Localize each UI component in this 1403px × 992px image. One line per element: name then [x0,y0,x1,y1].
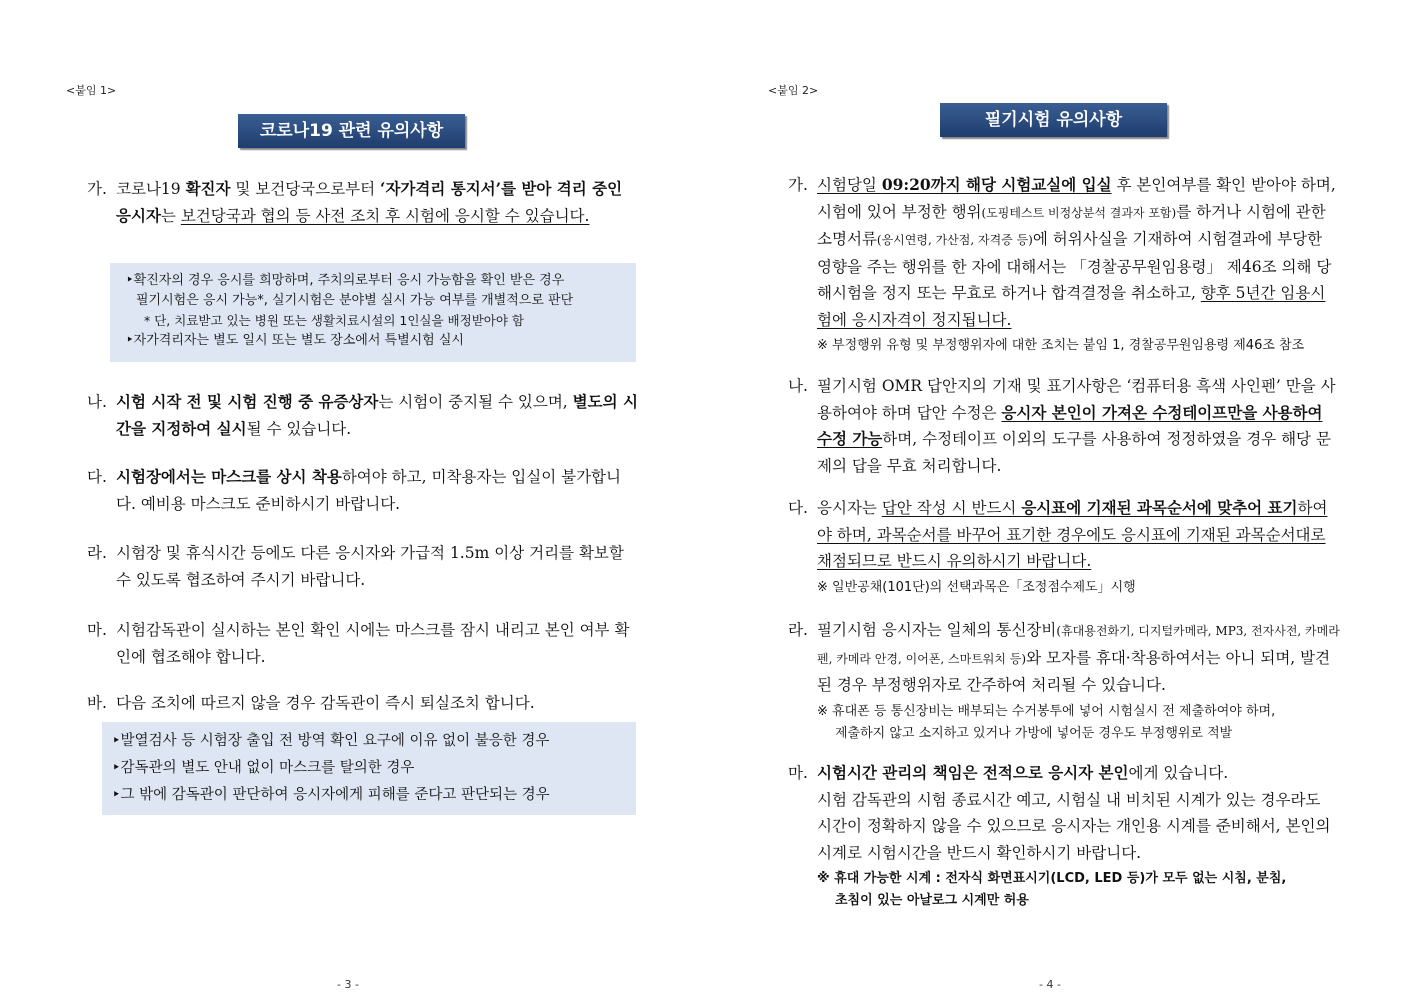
item-ra [87,540,639,593]
item-marker: 나. [87,393,107,411]
note-line: ‣자가격리자는 별도 일시 또는 별도 장소에서 특별시험 실시 [126,333,464,348]
item-marker: 마. [788,764,808,782]
page-3 [0,0,701,992]
item-ga [87,176,639,229]
item-ma [788,760,1340,912]
item-marker: 가. [87,180,107,198]
note-line: ‣발열검사 등 시험장 출입 전 방역 확인 요구에 이유 없이 불응한 경우 [112,733,550,749]
item-na [87,389,639,442]
item-marker: 바. [87,694,107,712]
item-note [817,701,1340,745]
note-footnote: * 단, 치료받고 있는 병원 또는 생활치료시설의 1인실을 배정받아야 함 [144,313,524,328]
item-text: 시험장에서는 마스크를 상시 착용하여야 하고, 미착용자는 입실이 불가합니다. 예비용 마스크도 준비하시기 바랍니다. [116,467,621,513]
item-marker: 라. [788,621,808,639]
item-ra [788,617,1340,745]
item-marker: 다. [87,468,107,486]
note-line: 제출하지 않고 소지하고 있거나 가방에 넣어둔 경우도 부정행위로 적발 [835,725,1233,741]
item-text: 코로나19 확진자 및 보건당국으로부터 ‘자가격리 통지서’를 받아 격리 중인 응시자는 보건당국과 협의 등 사전 조치 후 시험에 응시할 수 있습니다. [116,179,623,225]
attachment-label: <붙임 1> [66,84,117,97]
item-note: ※ 일반공채(101단)의 선택과목은「조정점수제도」시행 [817,579,1136,595]
note-line: 초침이 있는 아날로그 시계만 허용 [835,893,1029,908]
item-na [788,373,1340,479]
page-title: 코로나19 관련 유의사항 [238,114,465,148]
note-line: 필기시험은 응시 가능*, 실기시험은 분야별 실시 가능 여부를 개별적으로 판단 [136,293,574,308]
item-ma [87,617,639,670]
note-box-removal [102,722,636,815]
item-text: 시험 시작 전 및 시험 진행 중 유증상자는 시험이 중지될 수 있으며, 별도의 시간을 지정하여 실시될 수 있습니다. [116,392,638,438]
item-text: 시험장 및 휴식시간 등에도 다른 응시자와 가급적 1.5m 이상 거리를 확보할 수 있도록 협조하여 주시기 바랍니다. [116,544,624,589]
item-da [788,495,1340,599]
attachment-label: <붙임 2> [768,84,819,97]
item-marker: 가. [788,176,808,194]
item-text: 필기시험 OMR 답안지의 기재 및 표기사항은 ‘컴퓨터용 흑색 사인펜’ 만을 사용하여야 하며 답안 수정은 응시자 본인이 가져온 수정테이프만을 사용하여 수정 가능하며, 수정테이프 이외의 도구를 사용하여 정정하였을 경우 해당 문제의 답을 무효 처리합니다. [817,377,1336,475]
item-da [87,464,639,517]
item-marker: 라. [87,544,107,562]
item-text: 다음 조치에 따르지 않을 경우 감독관이 즉시 퇴실조치 합니다. [116,694,535,712]
page-title: 필기시험 유의사항 [940,103,1167,137]
item-text: 응시자는 답안 작성 시 반드시 응시표에 기재된 과목순서에 맞추어 표기하여야 하며, 과목순서를 바꾸어 표기한 경우에도 응시표에 기재된 과목순서대로 채점되므로 반드시 유의하시기 바랍니다. [817,498,1328,570]
item-note [817,868,1340,912]
item-ba [87,690,639,717]
note-line: ‣감독관의 별도 안내 없이 마스크를 탈의한 경우 [112,760,415,776]
item-marker: 나. [788,377,808,395]
item-ga [788,172,1340,357]
page-number: - 3 - [337,978,359,991]
item-text: 시험시간 관리의 책임은 전적으로 응시자 본인에게 있습니다. [817,763,1229,782]
note-line: ※ 휴대 가능한 시계 : 전자식 화면표시기(LCD, LED 등)가 모두 없는 시침, 분침, [817,871,1287,886]
item-marker: 마. [87,621,107,639]
item-text: 시험당일 09:20까지 해당 시험교실에 입실 후 본인여부를 확인 받아야 하며, 시험에 있어 부정한 행위(도핑테스트 비정상분석 결과자 포함)를 하거나 시험에 관한 소명서류(응시연령, 가산점, 자격증 등)에 허위사실을 기재하여 시험결과에 부당한 영향을 주는 행위를 한 자에 대해서는 「경찰공무원임용령」 제46조 의해 당해시험을 정지 또는 무효로 하거나 합격결정을 취소하고, 향후 5년간 임용시험에 응시자격이 정지됩니다. [817,175,1336,329]
item-note: ※ 부정행위 유형 및 부정행위자에 대한 조치는 붙임 1, 경찰공무원임용령 제46조 참조 [817,338,1305,353]
item-text: 필기시험 응시자는 일체의 통신장비(휴대용전화기, 디지털카메라, MP3, 전자사전, 카메라펜, 카메라 안경, 이어폰, 스마트워치 등)와 모자를 휴대·착용하여서는 아니 되며, 발견된 경우 부정행위자로 간주하여 처리될 수 있습니다. [817,621,1340,694]
item-text: 시험감독관이 실시하는 본인 확인 시에는 마스크를 잠시 내리고 본인 여부 확인에 협조해야 합니다. [116,621,630,666]
item-marker: 다. [788,499,808,517]
note-line: ‣그 밖에 감독관이 판단하여 응시자에게 피해를 준다고 판단되는 경우 [112,787,550,803]
item-text: 시험 감독관의 시험 종료시간 예고, 시험실 내 비치된 시계가 있는 경우라도 시간이 정확하지 않을 수 있으므로 응시자는 개인용 시계를 준비해서, 본인의 시계로 시험시간을 반드시 확인하시기 바랍니다. [817,790,1331,862]
page-number: - 4 - [1039,978,1061,991]
note-line: ※ 휴대폰 등 통신장비는 배부되는 수거봉투에 넣어 시험실시 전 제출하여야 하며, [817,703,1276,719]
note-line: ‣확진자의 경우 응시를 희망하며, 주치의로부터 응시 가능함을 확인 받은 경우 [126,273,565,288]
note-box-covid-confirmed [110,263,636,362]
page-4 [701,0,1403,992]
